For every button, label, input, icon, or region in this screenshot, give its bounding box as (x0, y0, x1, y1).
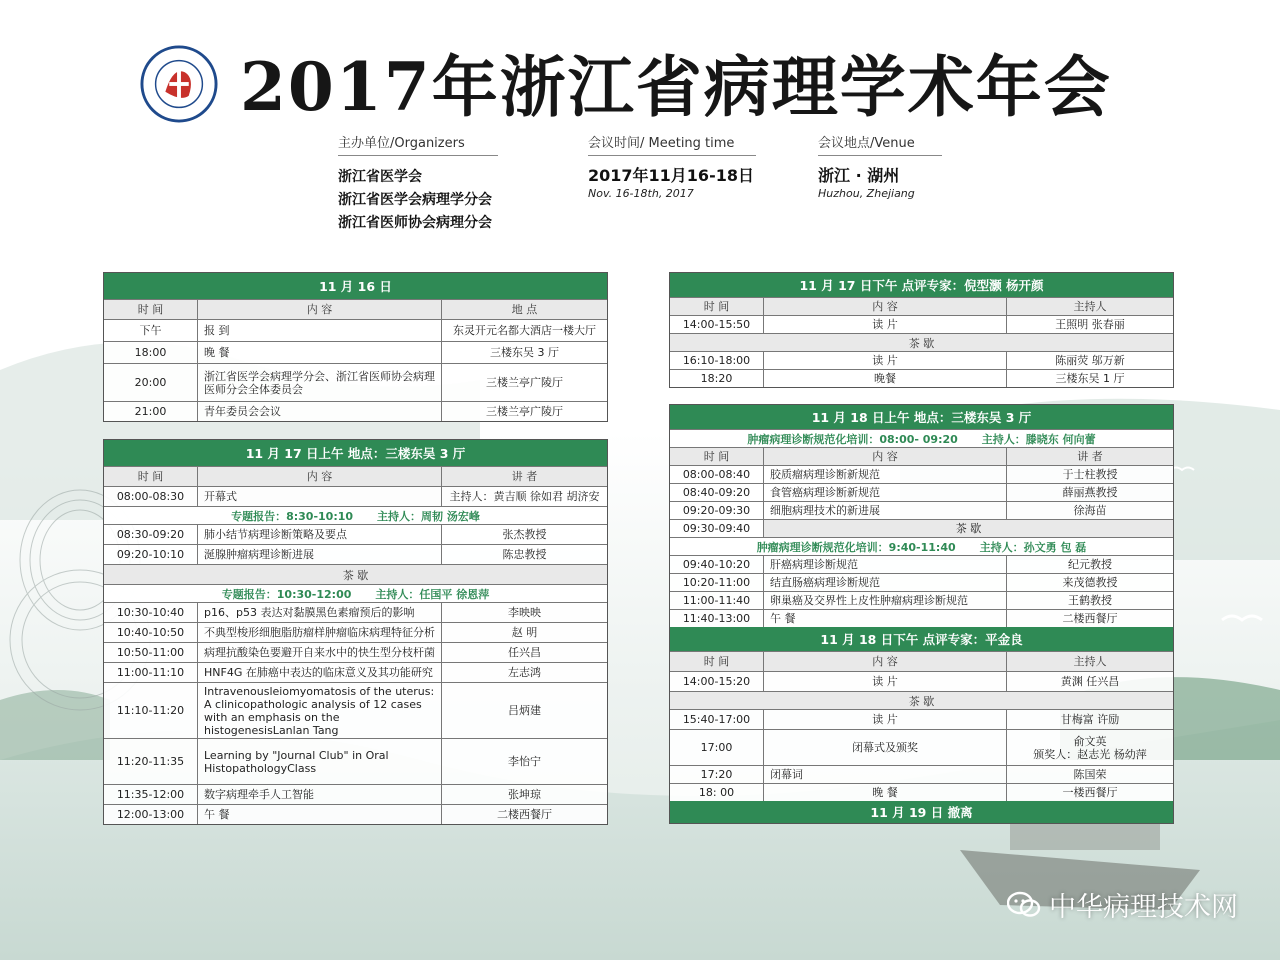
tea-break-row: 茶 歇 (104, 564, 607, 584)
cell-content: 报 到 (197, 320, 441, 341)
session-subheader (670, 537, 1173, 555)
meeting-date-cn: 2017年11月16-18日 (588, 166, 754, 185)
cell-location: 东灵开元名都大酒店一楼大厅 (441, 320, 607, 341)
schedule-nov18 (669, 404, 1174, 824)
cell-time: 11:00-11:10 (116, 666, 185, 679)
col-header-content: 内 容 (763, 448, 1006, 465)
cell-content: 病理抗酸染色要避开自来水中的快生型分枝杆菌 (197, 643, 441, 662)
cell-time: 10:40-10:50 (116, 626, 185, 639)
cell-time: 11:40-13:00 (682, 612, 751, 625)
cell-time: 09:20-09:30 (682, 504, 751, 517)
cell-host: 黄渊 任兴昌 (1006, 672, 1173, 691)
cell-content: 读 片 (763, 316, 1006, 333)
cell-host: 王照明 张春丽 (1006, 316, 1173, 333)
cell-time: 20:00 (134, 376, 167, 389)
table-header-row (104, 299, 607, 319)
cell-content: p16、p53 表达对黏膜黑色素瘤预后的影响 (197, 603, 441, 622)
table-row (104, 524, 607, 544)
col-header-speaker: 讲 者 (441, 467, 607, 486)
cell-speaker: 吕炳建 (441, 683, 607, 738)
cell-speaker: 张坤琼 (441, 785, 607, 804)
table-header-row (104, 466, 607, 486)
session-host: 主持人：滕晓东 何向蕾 (981, 432, 1096, 446)
cell-content: 肝癌病理诊断规范 (763, 556, 1006, 573)
cell-time: 17:20 (700, 768, 733, 781)
col-header-time: 时 间 (703, 300, 730, 313)
cell-speaker: 李映映 (441, 603, 607, 622)
cell-time: 08:00-08:30 (116, 490, 185, 503)
cell-host: 陈国荣 (1006, 766, 1173, 783)
cell-time: 08:30-09:20 (116, 528, 185, 541)
table-row (670, 765, 1173, 783)
cell-speaker: 左志鸿 (441, 663, 607, 682)
cell-time: 08:40-09:20 (682, 486, 751, 499)
cell-time: 08:00-08:40 (682, 468, 751, 481)
table-row (670, 709, 1173, 729)
cell-speaker: 徐海苗 (1006, 502, 1173, 519)
association-logo-icon (140, 45, 218, 123)
cell-content: 结直肠癌病理诊断规范 (763, 574, 1006, 591)
cell-speaker: 纪元教授 (1006, 556, 1173, 573)
table-row (670, 591, 1173, 609)
page-title: 2017年浙江省病理学术年会 (240, 48, 1112, 126)
cell-content: 浙江省医学会病理学分会、浙江省医师协会病理医师分会全体委员会 (197, 364, 441, 401)
cell-speaker: 二楼西餐厅 (1006, 610, 1173, 627)
venue-city-cn: 浙江 · 湖州 (818, 166, 900, 185)
cell-time: 14:00-15:20 (682, 675, 751, 688)
table-row (104, 662, 607, 682)
table-row (670, 783, 1173, 801)
cell-time: 18:00 (134, 346, 167, 359)
cell-time: 18:20 (700, 372, 733, 385)
table-row (670, 573, 1173, 591)
cell-host: 甘梅富 许励 (1006, 710, 1173, 729)
watermark-text: 中华病理技术网 (1049, 892, 1238, 923)
organizer-line: 浙江省医学会病理学分会 (338, 192, 492, 208)
cell-speaker: 二楼西餐厅 (441, 805, 607, 824)
session-title: 肿瘤病理诊断规范化培训：9:40-11:40 (756, 540, 956, 554)
cell-location: 三楼兰亭广陵厅 (441, 402, 607, 421)
tea-break-row (670, 519, 1173, 537)
table-header-row (670, 447, 1173, 465)
cell-content: 涎腺肿瘤病理诊断进展 (197, 545, 441, 564)
table-row (670, 465, 1173, 483)
cell-content: 卵巢癌及交界性上皮性肿瘤病理诊断规范 (763, 592, 1006, 609)
table-row (670, 351, 1173, 369)
cell-content: 青年委员会会议 (197, 402, 441, 421)
cell-content: 晚 餐 (763, 784, 1006, 801)
session-host: 主持人：任国平 徐恩萍 (375, 587, 490, 601)
table-row (670, 609, 1173, 627)
cell-host (1006, 730, 1173, 765)
table-title: 11 月 16 日 (104, 273, 607, 299)
col-header-content: 内 容 (763, 652, 1006, 671)
col-header-speaker: 讲 者 (1006, 448, 1173, 465)
cell-content: 不典型梭形细胞脂肪瘤样肿瘤临床病理特征分析 (197, 623, 441, 642)
venue-city-en: Huzhou, Zhejiang (818, 187, 915, 200)
table-row (104, 804, 607, 824)
cell-content: 读 片 (763, 710, 1006, 729)
table-row (104, 622, 607, 642)
meeting-date-en: Nov. 16-18th, 2017 (588, 187, 694, 200)
table-row (670, 483, 1173, 501)
cell-time: 11:20-11:35 (116, 755, 185, 768)
cell-content: 闭幕式及颁奖 (763, 730, 1006, 765)
table-row (104, 486, 607, 506)
cell-content: 开幕式 (197, 487, 441, 506)
organizer-line: 浙江省医师协会病理分会 (338, 215, 492, 231)
session-title: 专题报告：10:30-12:00 (221, 587, 352, 601)
cell-time: 10:30-10:40 (116, 606, 185, 619)
cell-time: 14:00-15:50 (682, 318, 751, 331)
cell-time: 10:50-11:00 (116, 646, 185, 659)
wechat-icon (1007, 891, 1041, 919)
cell-time: 11:10-11:20 (116, 704, 185, 717)
cell-content: 读 片 (763, 672, 1006, 691)
cell-host: 三楼东吴 1 厅 (1006, 370, 1173, 387)
cell-time: 17:00 (700, 741, 733, 754)
cell-host: 陈丽荧 邬万新 (1006, 352, 1173, 369)
col-header-content: 内 容 (763, 298, 1006, 315)
table-row (670, 369, 1173, 387)
departure-row: 11 月 19 日 撤离 (670, 801, 1173, 823)
table-row (670, 729, 1173, 765)
tea-break-row: 茶 歇 (670, 691, 1173, 709)
col-header-host: 主持人 (1006, 652, 1173, 671)
cell-time: 09:30-09:40 (682, 522, 751, 535)
cell-time: 下午 (139, 324, 162, 337)
table-row (104, 341, 607, 363)
cell-time: 09:40-10:20 (682, 558, 751, 571)
col-header-time: 时 间 (137, 303, 164, 316)
col-header-content: 内 容 (197, 467, 441, 486)
table-header-row (670, 297, 1173, 315)
session-title: 专题报告：8:30-10:10 (231, 509, 354, 523)
session-host: 主持人：周韧 汤宏峰 (377, 509, 480, 523)
cell-time: 18: 00 (698, 786, 735, 799)
cell-speaker: 于士柱教授 (1006, 466, 1173, 483)
table-header-row (670, 651, 1173, 671)
session-host: 主持人：孙文勇 包 磊 (979, 540, 1087, 554)
cell-time: 11:35-12:00 (116, 788, 185, 801)
col-header-host: 主持人 (1006, 298, 1173, 315)
cell-content: 食管癌病理诊断新规范 (763, 484, 1006, 501)
cell-time: 15:40-17:00 (682, 713, 751, 726)
meeting-time-block (588, 132, 756, 202)
cell-host: 一楼西餐厅 (1006, 784, 1173, 801)
col-header-time: 时 间 (137, 470, 164, 483)
cell-speaker: 薛丽燕教授 (1006, 484, 1173, 501)
table-title: 11 月 17 日上午 地点：三楼东吴 3 厅 (104, 440, 607, 466)
table-row (104, 682, 607, 738)
cell-speaker: 来茂德教授 (1006, 574, 1173, 591)
cell-time: 11:00-11:40 (682, 594, 751, 607)
cell-content: 午 餐 (763, 610, 1006, 627)
table-row (104, 401, 607, 421)
cell-location: 三楼东吴 3 厅 (441, 342, 607, 363)
col-header-location: 地 点 (441, 300, 607, 319)
table-row (670, 315, 1173, 333)
col-header-content: 内 容 (197, 300, 441, 319)
cell-speaker: 张杰教授 (441, 525, 607, 544)
schedule-nov17-pm (669, 272, 1174, 388)
session-subheader (670, 429, 1173, 447)
session-subheader (104, 506, 607, 524)
col-header-time: 时 间 (703, 450, 730, 463)
table-row (104, 319, 607, 341)
watermark (1007, 885, 1238, 924)
cell-speaker: 主持人：黄吉顺 徐如君 胡济安 (441, 487, 607, 506)
organizers-label: 主办单位/Organizers (338, 132, 498, 156)
cell-location: 三楼兰亭广陵厅 (441, 364, 607, 401)
schedule-nov16 (103, 272, 608, 422)
table-row (104, 363, 607, 401)
cell-content: 肺小结节病理诊断策略及要点 (197, 525, 441, 544)
organizers-block (338, 132, 498, 235)
table-title: 11 月 17 日下午 点评专家：倪型灏 杨开颜 (670, 273, 1173, 297)
cell-content: 闭幕词 (763, 766, 1006, 783)
schedule-nov17-am (103, 439, 608, 825)
cell-tea-break: 茶 歇 (763, 520, 1173, 537)
cell-content: 晚餐 (763, 370, 1006, 387)
cell-speaker: 任兴昌 (441, 643, 607, 662)
col-header-time: 时 间 (703, 655, 730, 668)
cell-time: 16:10-18:00 (682, 354, 751, 367)
cell-content: Intravenousleiomyomatosis of the uterus: A clinicopathologic analysis of 12 cases with an emphasis on the histogenesisLanlan Tang (197, 683, 441, 738)
table-row (104, 544, 607, 564)
cell-speaker: 李怡宁 (441, 739, 607, 784)
venue-label: 会议地点/Venue (818, 132, 942, 156)
tea-break-row: 茶 歇 (670, 333, 1173, 351)
cell-content: 读 片 (763, 352, 1006, 369)
cell-content: 细胞病理技术的新进展 (763, 502, 1006, 519)
cell-content: 胶质瘤病理诊断新规范 (763, 466, 1006, 483)
table-title: 11 月 18 日上午 地点：三楼东吴 3 厅 (670, 405, 1173, 429)
cell-time: 10:20-11:00 (682, 576, 751, 589)
meeting-time-label: 会议时间/ Meeting time (588, 132, 756, 156)
table-row (104, 642, 607, 662)
cell-content: HNF4G 在肺癌中表达的临床意义及其功能研究 (197, 663, 441, 682)
closing-host: 俞文英 (1073, 734, 1107, 748)
table-row (104, 784, 607, 804)
cell-speaker: 陈忠教授 (441, 545, 607, 564)
cell-speaker: 赵 明 (441, 623, 607, 642)
cell-speaker: 王鹤教授 (1006, 592, 1173, 609)
cell-time: 12:00-13:00 (116, 808, 185, 821)
table-row (104, 602, 607, 622)
table-title: 11 月 18 日下午 点评专家：平金良 (670, 627, 1173, 651)
session-subheader (104, 584, 607, 602)
cell-time: 09:20-10:10 (116, 548, 185, 561)
table-row (670, 501, 1173, 519)
cell-time: 21:00 (134, 405, 167, 418)
venue-block (818, 132, 942, 202)
cell-content: Learning by "Journal Club" in Oral HistopathologyClass (197, 739, 441, 784)
table-row (104, 738, 607, 784)
cell-content: 数字病理牵手人工智能 (197, 785, 441, 804)
table-row (670, 671, 1173, 691)
cell-content: 午 餐 (197, 805, 441, 824)
organizer-line: 浙江省医学会 (338, 169, 422, 185)
table-row (670, 555, 1173, 573)
session-title: 肿瘤病理诊断规范化培训：08:00- 09:20 (747, 432, 958, 446)
cell-content: 晚 餐 (197, 342, 441, 363)
closing-award-presenters: 颁奖人：赵志光 杨幼萍 (1033, 747, 1147, 761)
